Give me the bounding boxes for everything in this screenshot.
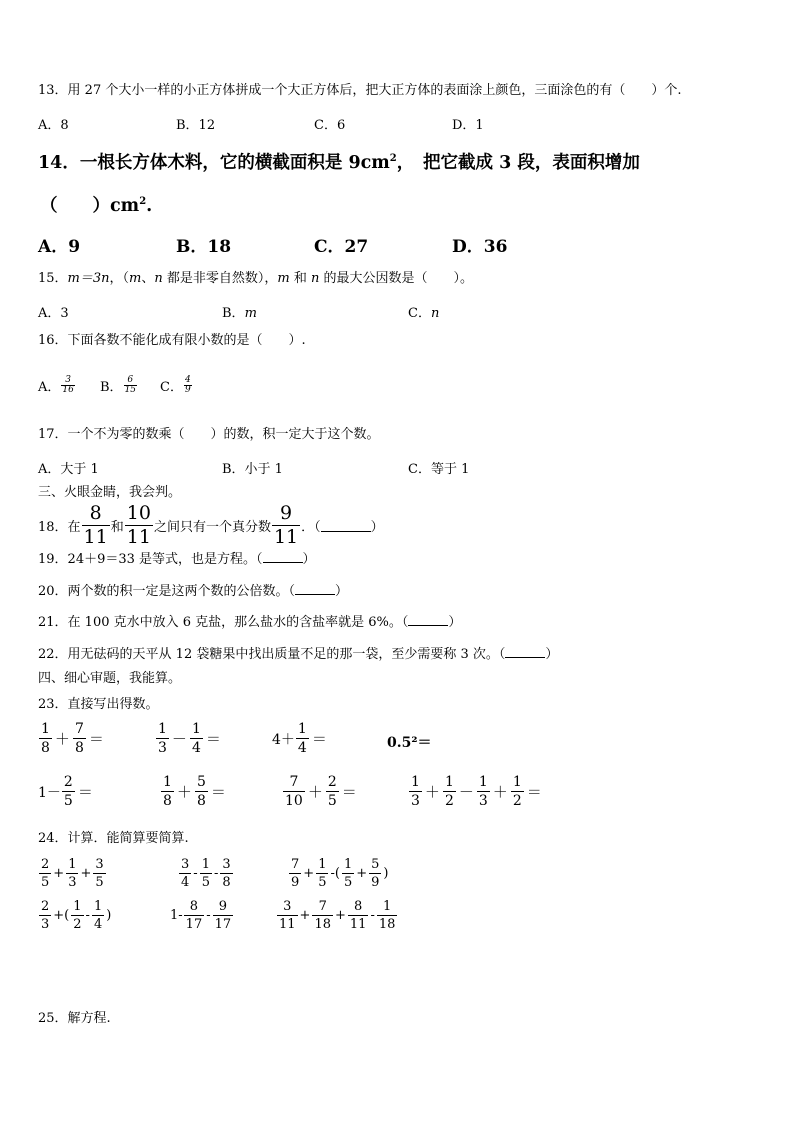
q15-option-c: C．n [408, 306, 440, 321]
q23-expression-6: $\frac{1}{8}$ ＋ $\frac{5}{8}$ ＝ [163, 774, 226, 809]
q23-expression-7: $\frac{7}{10}$ ＋ $\frac{2}{5}$ ＝ [285, 774, 357, 809]
q23-expression-3: 4＋ $\frac{1}{4}$ ＝ [272, 721, 327, 756]
question-18: 18．在 $\frac{8}{11}$ 和 $\frac{10}{11}$ 之间只有一个真分数 $\frac{9}{11}$ ．（ ） [38, 502, 384, 548]
fraction: $\frac{1}{18}$ [378, 899, 396, 932]
fraction: $\frac{8}{11}$ [83, 502, 108, 548]
q24-expression-4: $\frac{2}{3}$ +( $\frac{1}{2}$ - $\frac{1}{4}$ ) [41, 899, 112, 932]
fraction: $\frac{2}{5}$ [41, 857, 50, 890]
fraction: $\frac{8}{11}$ [349, 899, 367, 932]
fraction: $\frac{7}{8}$ [74, 721, 84, 756]
fraction: $\frac{1}{4}$ [191, 721, 201, 756]
question-15-text: 15．m＝3n，（m、n 都是非零自然数），m 和 n 的最大公因数是（ ）。 [38, 271, 474, 286]
fraction: $\frac{7}{18}$ [314, 899, 331, 932]
fraction: $\frac{1}{5}$ [318, 857, 327, 890]
question-23-title: 23．直接写出得数。 [38, 697, 159, 712]
question-24-title: 24．计算．能简算要简算. [38, 831, 189, 846]
q13-option-c: C．6 [314, 118, 346, 133]
answer-blank[interactable] [263, 550, 303, 563]
q24-expression-6: $\frac{3}{11}$ + $\frac{7}{18}$ + $\frac{8}{11}$ - $\frac{1}{18}$ [279, 899, 396, 932]
fraction: $\frac{10}{11}$ [126, 502, 151, 548]
question-17-text: 17．一个不为零的数乘（ ）的数，积一定大于这个数。 [38, 427, 380, 442]
question-20: 20．两个数的积一定是这两个数的公倍数。（ ） [38, 584, 349, 599]
fraction: $\frac{8}{17}$ [185, 899, 203, 932]
q23-expression-4: 0.5²＝ [387, 735, 432, 751]
q14-option-a: A．9 [38, 237, 81, 257]
fraction: $\frac{7}{9}$ [291, 857, 300, 890]
fraction: $\frac{3}{16}$ [62, 375, 74, 395]
fraction: $\frac{1}{3}$ [158, 721, 167, 756]
fraction: $\frac{7}{10}$ [285, 774, 303, 809]
q16-option-b: B． $\frac{6}{15}$ [100, 375, 137, 395]
question-25-title: 25．解方程. [38, 1011, 111, 1026]
fraction: $\frac{4}{9}$ [184, 375, 191, 395]
q24-expression-2: $\frac{3}{4}$ - $\frac{1}{5}$ - $\frac{3}{8}$ [181, 857, 231, 890]
fraction: $\frac{3}{11}$ [279, 899, 296, 932]
fraction: $\frac{1}{5}$ [201, 857, 210, 890]
question-13-text: 13．用 27 个大小一样的小正方体拼成一个大正方体后，把大正方体的表面涂上颜色，三面涂色的有（ ）个. [38, 83, 682, 98]
answer-blank[interactable] [321, 519, 371, 532]
q13-option-b: B．12 [176, 118, 216, 133]
question-22: 22．用无砝码的天平从 12 袋糖果中找出质量不足的那一袋，至少需要称 3 次。（ ） [38, 647, 559, 662]
q23-expression-8: $\frac{1}{3}$ ＋ $\frac{1}{2}$ － $\frac{1}{3}$ ＋ $\frac{1}{2}$ ＝ [411, 774, 542, 809]
q24-expression-5: 1- $\frac{8}{17}$ - $\frac{9}{17}$ [170, 899, 232, 932]
fraction: $\frac{1}{2}$ [512, 774, 522, 809]
q14-option-d: D．36 [452, 237, 508, 257]
q13-option-a: A．8 [38, 118, 69, 133]
fraction: $\frac{1}{3}$ [68, 857, 77, 890]
section-3-heading: 三、火眼金睛，我会判。 [38, 485, 182, 500]
answer-blank[interactable] [408, 613, 448, 626]
q24-expression-3: $\frac{7}{9}$ + $\frac{1}{5}$ -( $\frac{1}{5}$ + $\frac{5}{9}$ ) [291, 857, 389, 890]
fraction: $\frac{5}{9}$ [371, 857, 380, 890]
question-19: 19．24＋9＝33 是等式，也是方程。（ ） [38, 552, 316, 567]
fraction: $\frac{1}{8}$ [163, 774, 172, 809]
question-16-text: 16．下面各数不能化成有限小数的是（ ）. [38, 333, 306, 348]
fraction: $\frac{1}{8}$ [41, 721, 50, 756]
fraction: $\frac{1}{3}$ [411, 774, 420, 809]
fraction: $\frac{3}{4}$ [181, 857, 190, 890]
fraction: $\frac{1}{4}$ [93, 899, 103, 932]
fraction: $\frac{1}{4}$ [297, 721, 307, 756]
section-4-heading: 四、细心审题，我能算。 [38, 671, 182, 686]
fraction: $\frac{1}{2}$ [73, 899, 82, 932]
fraction: $\frac{9}{11}$ [273, 502, 299, 548]
q17-option-c: C．等于 1 [408, 462, 470, 477]
answer-blank[interactable] [295, 582, 335, 595]
question-14-line1: 14．一根长方体木料，它的横截面积是 $9cm^2$， 把它截成 3 段，表面积增加 [38, 152, 640, 173]
answer-blank[interactable] [505, 645, 545, 658]
fraction: $\frac{3}{5}$ [95, 857, 104, 890]
q23-expression-5: 1－ $\frac{2}{5}$ ＝ [38, 774, 93, 809]
q15-option-a: A．3 [38, 306, 69, 321]
fraction: $\frac{9}{17}$ [214, 899, 232, 932]
fraction: $\frac{1}{2}$ [444, 774, 454, 809]
q14-option-c: C．27 [314, 237, 369, 257]
fraction: $\frac{2}{3}$ [41, 899, 50, 932]
q14-option-b: B．18 [176, 237, 232, 257]
q17-option-b: B．小于 1 [222, 462, 283, 477]
q15-option-b: B．m [222, 306, 257, 321]
q16-option-a: A． $\frac{3}{16}$ [38, 375, 74, 395]
fraction: $\frac{2}{5}$ [327, 774, 337, 809]
question-21: 21．在 100 克水中放入 6 克盐，那么盐水的含盐率就是 6%。（ ） [38, 615, 462, 630]
fraction: $\frac{3}{8}$ [222, 857, 231, 890]
q23-expression-1: $\frac{1}{8}$ ＋ $\frac{7}{8}$ ＝ [41, 721, 104, 756]
fraction: $\frac{1}{5}$ [343, 857, 353, 890]
fraction: $\frac{1}{3}$ [478, 774, 488, 809]
fraction: $\frac{2}{5}$ [63, 774, 73, 809]
q17-option-a: A．大于 1 [38, 462, 99, 477]
q23-expression-2: $\frac{1}{3}$ － $\frac{1}{4}$ ＝ [158, 721, 221, 756]
question-14-line2: （ ）$cm^2$. [40, 195, 153, 216]
q24-expression-1: $\frac{2}{5}$ + $\frac{1}{3}$ + $\frac{3}{5}$ [41, 857, 104, 890]
fraction: $\frac{6}{15}$ [124, 375, 137, 395]
q16-option-c: C． $\frac{4}{9}$ [160, 375, 191, 395]
q13-option-d: D．1 [452, 118, 484, 133]
fraction: $\frac{5}{8}$ [196, 774, 206, 809]
